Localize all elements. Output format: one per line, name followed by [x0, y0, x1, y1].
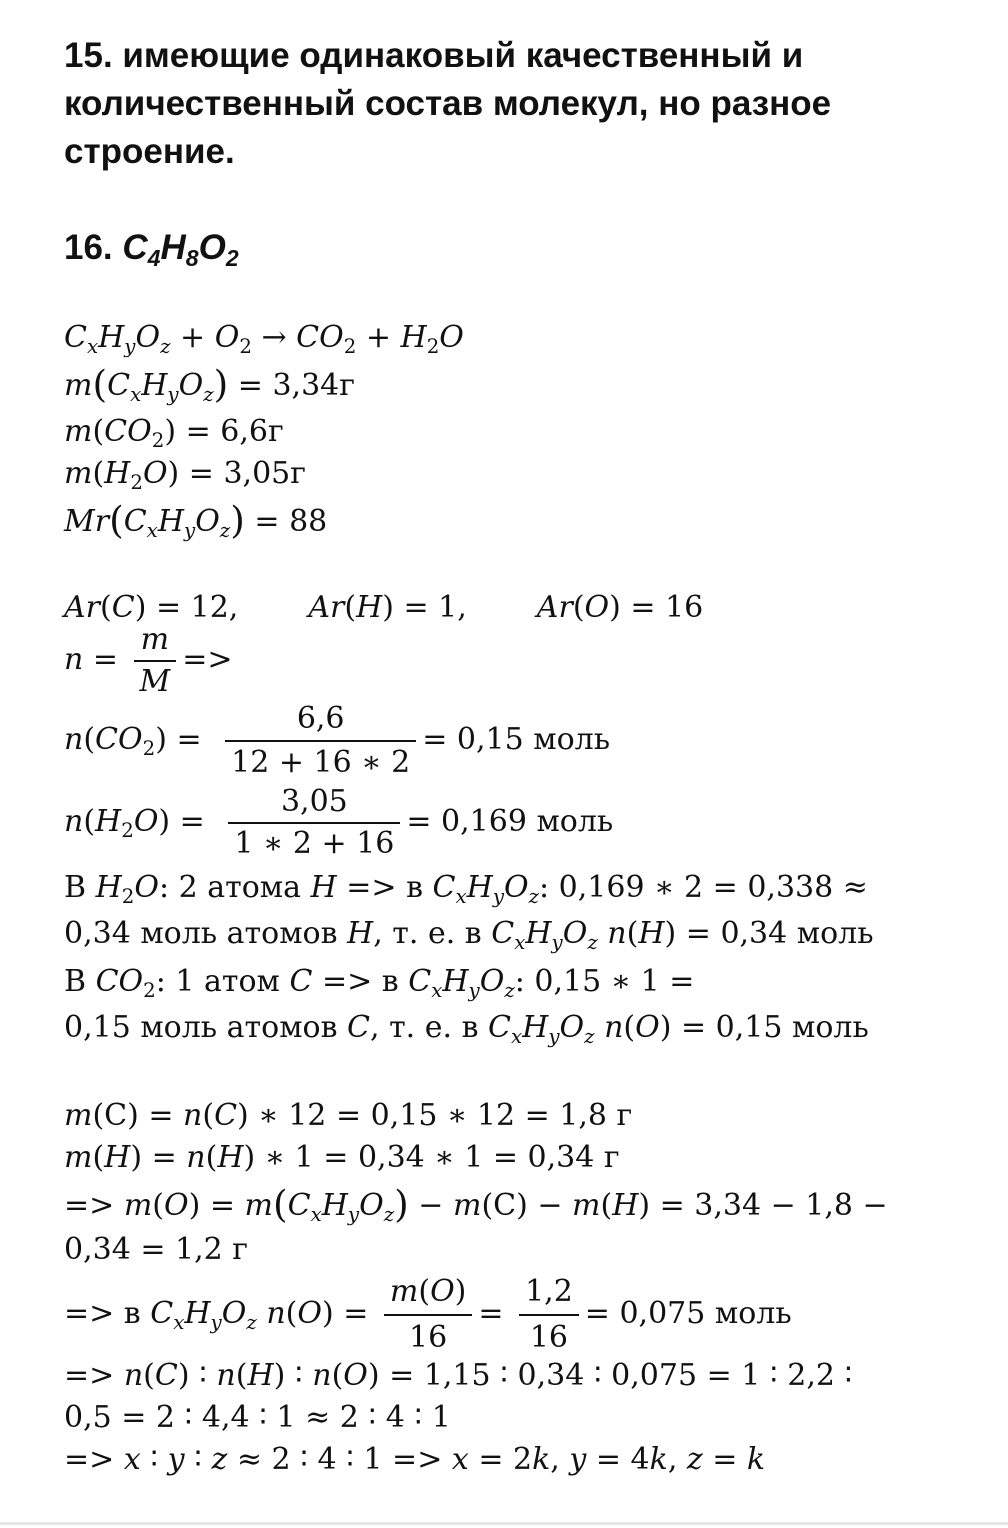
ar-c-value: = 12, — [155, 590, 239, 625]
mass-o-cont: 0,34 = 1,2 г — [64, 1232, 248, 1267]
given-mr: $Mr(C_xH_yO_z) = 88$ — [64, 498, 328, 543]
mass-o: => $m(O) = m(C_xH_yO_z) - m(C) - m(H) = 3,34 - 1,8$ − — [64, 1182, 888, 1227]
h-atoms-line2: 0,34 моль атомов H, т. е. в $C_xH_yO_z$ n(H) = 0,34 моль — [64, 916, 874, 954]
given-mass-co2: $m(CO_2) = 6,6г$ — [64, 414, 284, 452]
given-mass-h2o: $m(H_2O) = 3,05г$ — [64, 456, 306, 494]
given-mass-compound-value: = 3,34г — [237, 368, 355, 404]
q15-line1 — [64, 32, 803, 80]
q15-line3: строение. — [64, 132, 235, 171]
c-atoms-line1: В $CO_2$: 1 атом C => в $C_xH_yO_z$: 0,15 ∗ 1 = — [64, 964, 695, 1002]
n-h2o-denominator: 1 ∗ 2 + 16 — [228, 822, 400, 862]
ratio-line2: 0,5 = 2 ∶ 4,4 ∶ 1 ≈ 2 ∶ 4 ∶ 1 — [64, 1400, 451, 1435]
atomic-masses: Ar(C) = 12, Ar(H) = 1, Ar(O) = 16 — [64, 590, 704, 625]
n-co2-denominator: 12 + 16 ∗ 2 — [225, 740, 416, 782]
given-mass-co2-value: = 6,6г — [185, 414, 284, 449]
n-h2o-numerator: 3,05 — [280, 784, 348, 819]
given-mass-h2o-value: = 3,05г — [188, 456, 306, 491]
formula-n-m-over-M: n = $\frac{m}{M}$ => — [64, 622, 233, 699]
reaction-equation: $C_xH_yO_z + O_2 \to CO_2 + H_2O$ — [64, 320, 464, 358]
q15-number: 15 — [64, 36, 103, 75]
mass-h: m(H) = n(H) ∗ 1 = 0,34 ∗ 1 = 0,34 г — [64, 1140, 620, 1175]
q15-text-1: . имеющие одинаковый качественный и — [102, 36, 804, 75]
ar-o-value: = 16 — [630, 590, 704, 625]
given-mass-compound: $m(C_xH_yO_z) = 3,34г$ — [64, 362, 355, 407]
ar-h-value: = 1, — [403, 590, 467, 625]
h-atoms-line1: В $H_2O$: 2 атома H => в $C_xH_yO_z$: 0,169 ∗ 2 = 0,338 ≈ — [64, 870, 868, 908]
q15-line2: количественный состав молекул, но разное — [64, 84, 832, 123]
ratio-line1: => n(C) ∶ n(H) ∶ n(O) = 1,15 ∶ 0,34 ∶ 0,075 = 1 ∶ 2,2 ∶ — [64, 1358, 853, 1393]
n-co2-numerator: 6,6 — [296, 701, 345, 736]
calc-n-co2: $n(CO_2)$ = $\frac{6,6}{12 + 16 ∗ 2}$ = 0,15 моль — [64, 701, 611, 780]
q16-number: 16. — [64, 228, 113, 267]
n-co2-result: = 0,15 моль — [422, 722, 611, 757]
page-bottom-divider — [0, 1522, 1008, 1525]
c-atoms-line2: 0,15 моль атомов C, т. е. в $C_xH_yO_z$ n(O) = 0,15 моль — [64, 1010, 869, 1048]
n-h2o-result: = 0,169 моль — [406, 804, 614, 839]
calc-n-h2o: $n(H_2O)$ = $\frac{3,05}{1 ∗ 2 + 16}$ = 0,169 моль — [64, 784, 614, 861]
q16-formula: $C_4H_8O_2$ — [122, 228, 239, 271]
ratio-line3: => x ∶ y ∶ z ≈ 2 ∶ 4 ∶ 1 => x = 2k, y = 4k, z = k — [64, 1442, 766, 1477]
q16-heading — [64, 224, 239, 272]
given-mr-value: = 88 — [254, 504, 328, 540]
calc-n-o: => в $C_xH_yO_z$ n(O) = $\frac{m(O)}{16}$ = $\frac{1,2}{16}$ = 0,075 моль — [64, 1272, 792, 1358]
mass-c: m(C) = n(C) ∗ 12 = 0,15 ∗ 12 = 1,8 г — [64, 1098, 633, 1133]
